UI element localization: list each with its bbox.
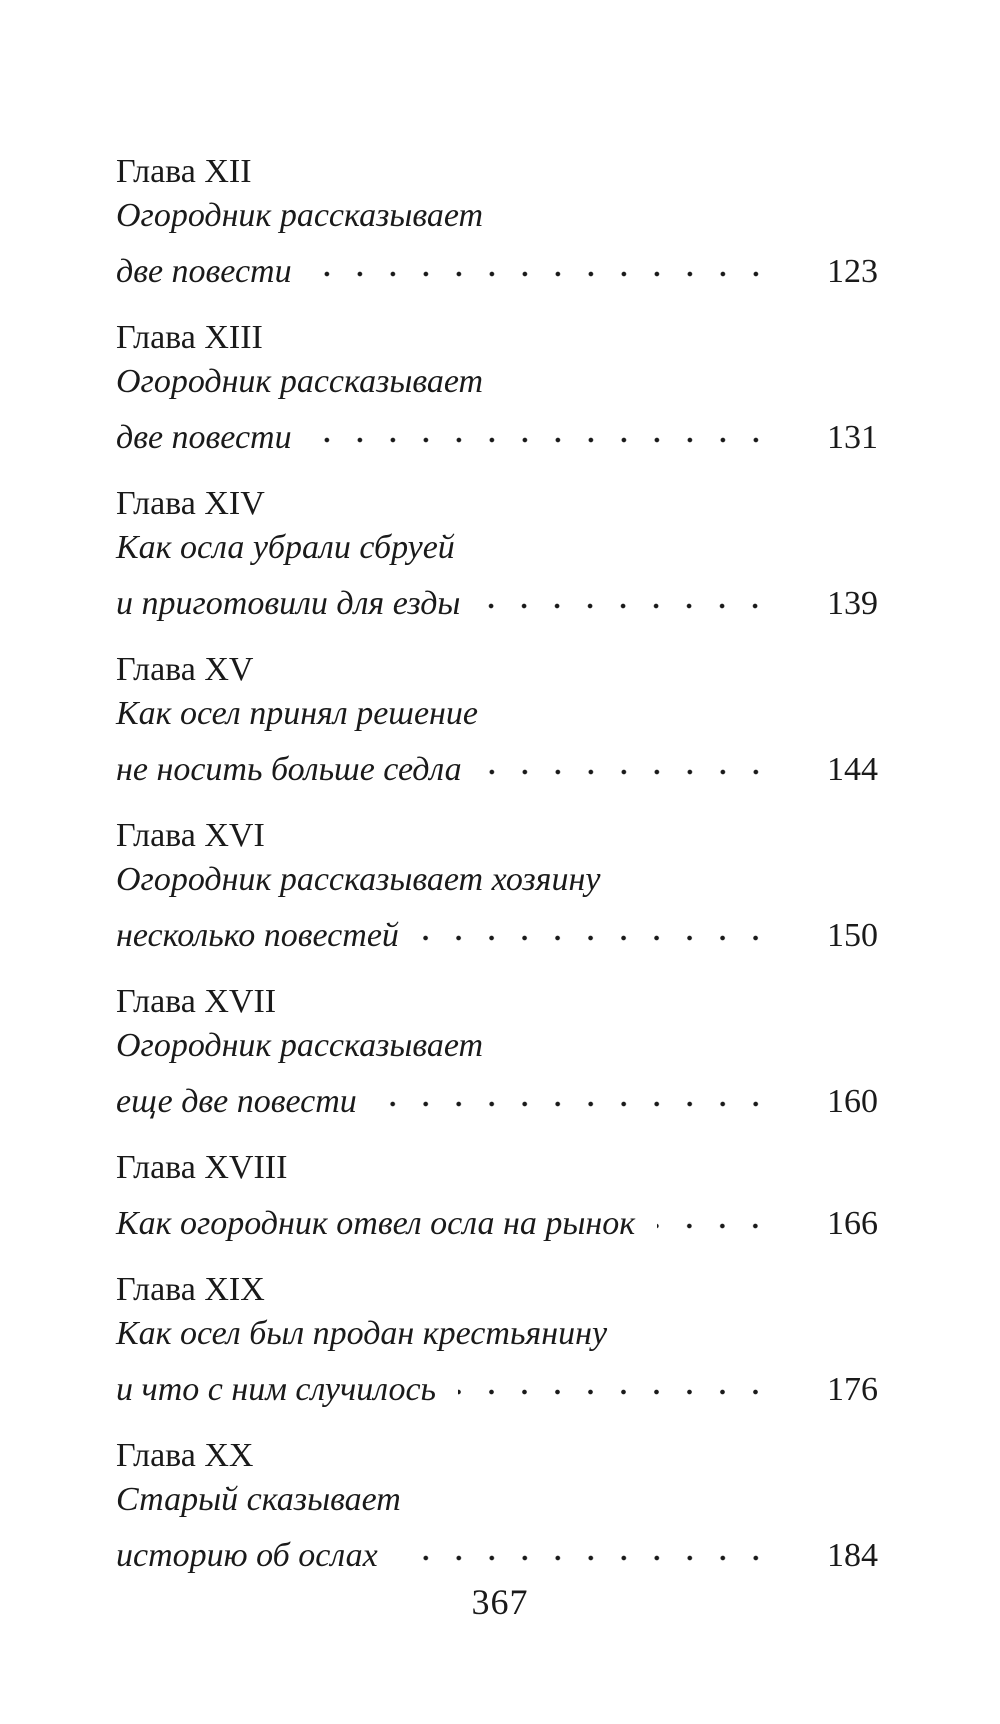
chapter-heading: Глава XV [116,651,254,688]
chapter-title-line: Как осла убрали сбруей [116,529,455,566]
dot-leader [458,1356,772,1400]
page-number: 131 [827,419,878,456]
page-number: 176 [827,1371,878,1408]
chapter-heading: Глава XVIII [116,1149,288,1186]
table-of-contents [116,150,878,1600]
chapter-title-final-line [116,570,878,622]
dot-leader [314,404,772,448]
chapter-title-final-line [116,902,878,954]
toc-entry [116,648,878,788]
chapter-title-final-line [116,1190,878,1242]
chapter-title-final-line [116,404,878,456]
chapter-heading: Глава XIX [116,1271,265,1308]
dot-leader [400,1522,772,1566]
toc-entry [116,1268,878,1408]
page-number: 184 [827,1537,878,1574]
page-number: 144 [827,751,878,788]
toc-entry [116,980,878,1120]
dot-leader [314,238,772,282]
chapter-heading: Глава XVI [116,817,265,854]
toc-entry [116,482,878,622]
chapter-title-line: Старый сказывает [116,1481,401,1518]
chapter-title-line: Огородник рассказывает хозяину [116,861,601,898]
chapter-title-line: Как осел был продан крестьянину [116,1315,608,1352]
chapter-title-text: еще две повести [116,1083,357,1120]
dot-leader [379,1068,772,1112]
folio-page-number: 367 [471,1582,529,1622]
chapter-title-line: Огородник рассказывает [116,1027,484,1064]
chapter-title-text: Как огородник отвел осла на рынок [116,1205,636,1242]
page-number: 123 [827,253,878,290]
toc-entry [116,316,878,456]
page-number: 166 [827,1205,878,1242]
chapter-heading: Глава XIII [116,319,263,356]
toc-entry [116,1434,878,1574]
chapter-heading: Глава XVII [116,983,277,1020]
dot-leader [421,902,772,946]
chapter-title-text: и приготовили для езды [116,585,461,622]
chapter-title-text: две повести [116,419,292,456]
chapter-title-line: Как осел принял решение [116,695,478,732]
chapter-title-final-line [116,1356,878,1408]
chapter-title-final-line [116,1522,878,1574]
chapter-title-text: не носить больше седла [116,751,462,788]
page-number: 160 [827,1083,878,1120]
dot-leader [484,736,772,780]
chapter-title-text: две повести [116,253,292,290]
chapter-title-final-line [116,1068,878,1120]
chapter-title-text: несколько повестей [116,917,399,954]
chapter-title-final-line [116,238,878,290]
dot-leader [482,570,772,614]
chapter-title-text: историю об ослах [116,1537,378,1574]
toc-entry [116,150,878,290]
chapter-title-line: Огородник рассказывает [116,363,484,400]
page-number: 150 [827,917,878,954]
chapter-heading: Глава XIV [116,485,265,522]
chapter-heading: Глава XX [116,1437,254,1474]
dot-leader [657,1190,772,1234]
chapter-title-text: и что с ним случилось [116,1371,437,1408]
page-number: 139 [827,585,878,622]
toc-entry [116,814,878,954]
chapter-title-line: Огородник рассказывает [116,197,484,234]
chapter-title-final-line [116,736,878,788]
chapter-heading: Глава XII [116,153,252,190]
toc-entry [116,1146,878,1242]
